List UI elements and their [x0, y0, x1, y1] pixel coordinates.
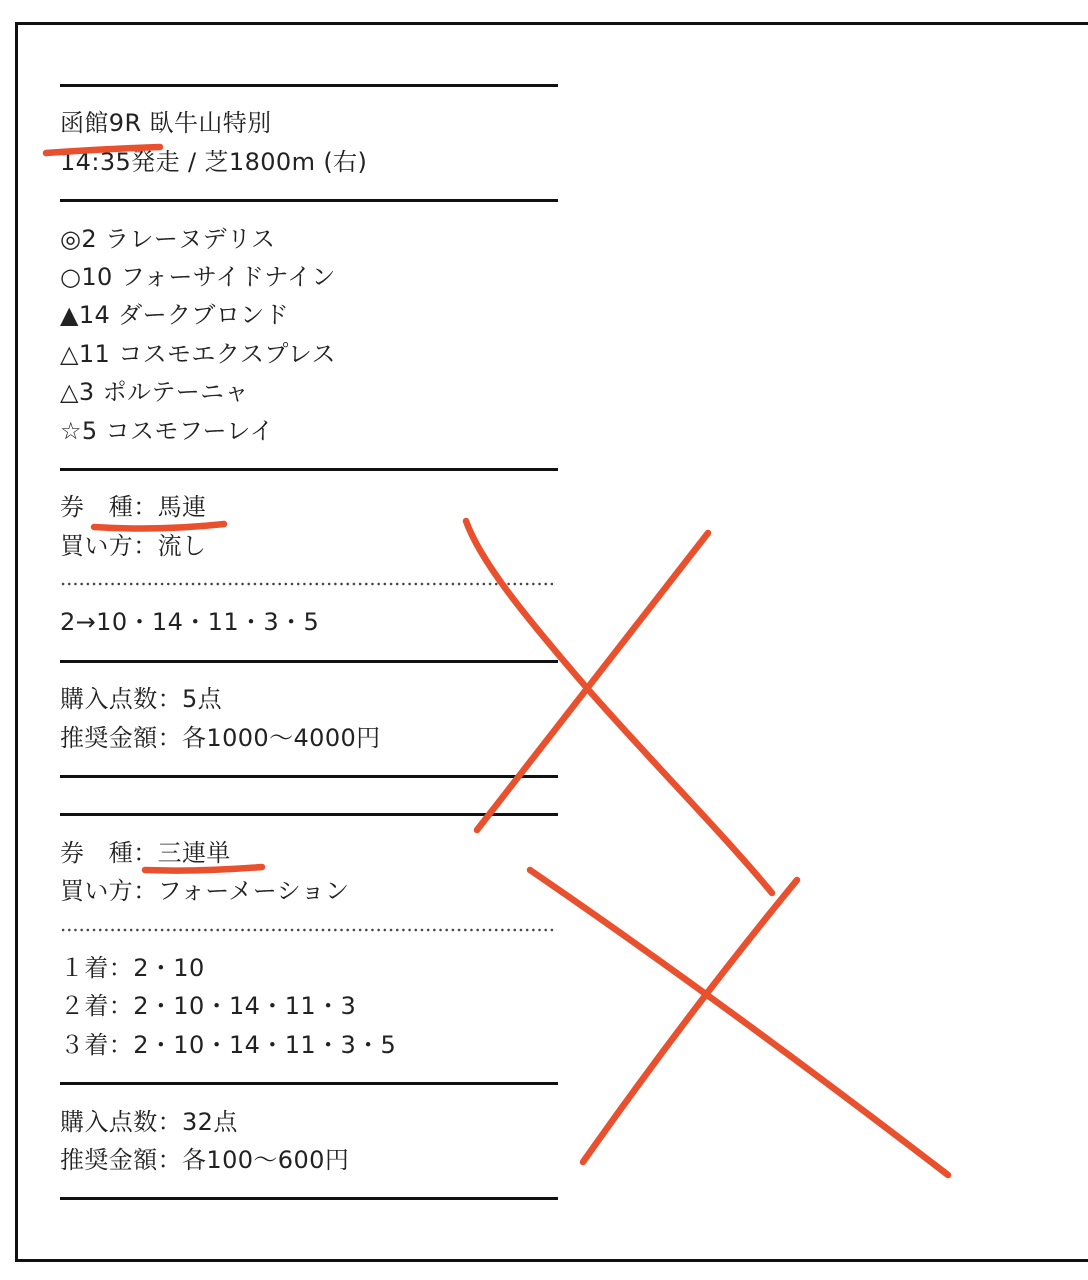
formation-label: １着：	[60, 953, 134, 982]
dotted-divider	[60, 565, 558, 603]
horse-number: 11	[78, 339, 111, 368]
formation-row	[60, 949, 558, 987]
divider	[60, 450, 558, 488]
bet-type	[60, 488, 558, 526]
bet-method-value: フォーメーション	[157, 877, 350, 906]
divider	[60, 1179, 558, 1217]
bet-amount	[60, 1141, 558, 1179]
pick-mark: ◎	[60, 224, 82, 253]
bet-method-label: 買い方：	[60, 877, 158, 906]
bet-amount-label: 推奨金額：	[60, 723, 182, 752]
bet-method-label: 買い方：	[60, 531, 158, 560]
horse-number: 2	[81, 224, 98, 253]
horse-name: ラレーヌデリス	[105, 224, 276, 253]
pick-row	[60, 335, 558, 373]
formation-row	[60, 1026, 558, 1064]
bet-points	[60, 1103, 558, 1141]
pick-mark: ☆	[60, 416, 82, 445]
pick-mark: △	[60, 339, 79, 368]
bet-amount-label: 推奨金額：	[60, 1145, 182, 1174]
horse-number: 10	[81, 262, 113, 291]
horse-name: ポルテーニャ	[102, 378, 249, 407]
divider	[60, 642, 558, 680]
bet-points-label: 購入点数：	[60, 685, 182, 714]
formation-horses: 2・10	[133, 953, 205, 982]
race-info: 14:35発走 / 芝1800m (右)	[60, 147, 368, 176]
dotted-divider	[60, 911, 558, 949]
horse-number: 5	[81, 416, 98, 445]
horse-name: コスモエクスプレス	[118, 339, 336, 368]
bet-points-value: 5点	[182, 685, 223, 714]
bet-points-label: 購入点数：	[60, 1107, 182, 1136]
bet-type-value: 三連単	[157, 838, 231, 867]
pick-mark: △	[60, 378, 79, 407]
bet-method-value: 流し	[157, 531, 207, 560]
formation-row	[60, 987, 558, 1025]
bet-type-value: 馬連	[157, 493, 207, 522]
pick-mark: ○	[60, 262, 82, 291]
formation-label: ３着：	[60, 1030, 134, 1059]
pick-row	[60, 412, 558, 450]
divider	[60, 757, 558, 795]
bet-selection: 2→10・14・11・3・5	[60, 608, 320, 637]
horse-name: ダークブロンド	[118, 301, 290, 330]
pick-row	[60, 296, 558, 334]
bet-points-value: 32点	[182, 1107, 238, 1136]
formation-horses: 2・10・14・11・3	[133, 992, 357, 1021]
bet-type-label: 券 種：	[60, 838, 158, 867]
bet-type	[60, 834, 558, 872]
bet-type-label: 券 種：	[60, 493, 158, 522]
bet-method	[60, 872, 558, 910]
horse-number: 14	[78, 301, 111, 330]
horse-name: フォーサイドナイン	[120, 262, 336, 291]
bet-amount	[60, 719, 558, 757]
formation-label: ２着：	[60, 992, 134, 1021]
divider	[60, 66, 558, 104]
divider	[60, 1064, 558, 1102]
bet-points	[60, 680, 558, 718]
formation-horses: 2・10・14・11・3・5	[133, 1030, 397, 1059]
bet-amount-value: 各1000〜4000円	[182, 723, 381, 752]
pick-row	[60, 373, 558, 411]
race-title: 函館9R 臥牛山特別	[60, 109, 272, 138]
bet-amount-value: 各100〜600円	[182, 1145, 350, 1174]
horse-name: コスモフーレイ	[105, 416, 275, 445]
pick-row	[60, 220, 558, 258]
prediction-sheet	[60, 66, 558, 1218]
pick-row	[60, 258, 558, 296]
divider	[60, 181, 558, 219]
horse-number: 3	[78, 378, 95, 407]
pick-mark: ▲	[60, 301, 79, 330]
divider	[60, 795, 558, 833]
bet-method	[60, 527, 558, 565]
